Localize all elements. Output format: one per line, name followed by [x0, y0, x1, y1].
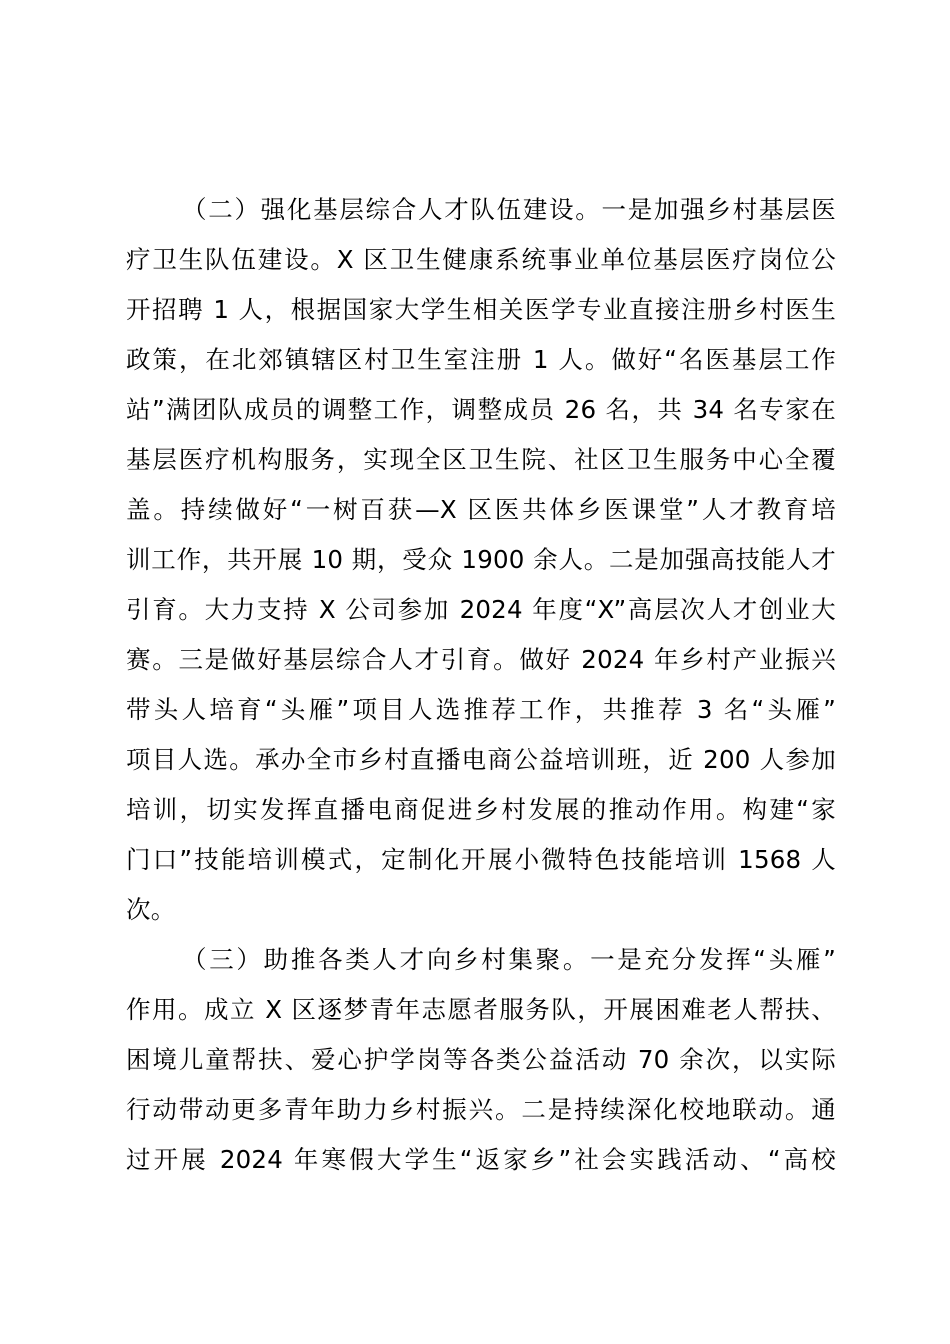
paragraph-3-line-4: 行动带动更多青年助力乡村振兴。二是持续深化校地联动。通: [126, 1095, 836, 1124]
paragraph-2-line-15: 次。: [126, 895, 176, 924]
paragraph-2-line-14: 门口”技能培训模式，定制化开展小微特色技能培训 1568 人: [126, 845, 836, 874]
paragraph-2-line-4: 政策，在北郊镇辖区村卫生室注册 1 人。做好“名医基层工作: [126, 345, 836, 374]
paragraph-2-line-1: （二）强化基层综合人才队伍建设。一是加强乡村基层医: [182, 195, 836, 224]
paragraph-2-line-13: 培训，切实发挥直播电商促进乡村发展的推动作用。构建“家: [126, 795, 836, 824]
paragraph-2-line-11: 带头人培育“头雁”项目人选推荐工作，共推荐 3 名“头雁”: [126, 695, 836, 724]
paragraph-3-line-1: （三）助推各类人才向乡村集聚。一是充分发挥“头雁”: [182, 945, 836, 974]
body-text: [126, 185, 836, 1185]
paragraph-2-line-3: 开招聘 1 人，根据国家大学生相关医学专业直接注册乡村医生: [126, 295, 836, 324]
paragraph-2-line-12: 项目人选。承办全市乡村直播电商公益培训班，近 200 人参加: [126, 745, 836, 774]
paragraph-3-line-5: 过开展 2024 年寒假大学生“返家乡”社会实践活动、“高校: [126, 1145, 836, 1174]
paragraph-2-line-7: 盖。持续做好“一树百获—X 区医共体乡医课堂”人才教育培: [126, 495, 836, 524]
paragraph-2-line-8: 训工作，共开展 10 期，受众 1900 余人。二是加强高技能人才: [126, 545, 836, 574]
paragraph-2-line-5: 站”满团队成员的调整工作，调整成员 26 名，共 34 名专家在: [126, 395, 836, 424]
paragraph-2-line-10: 赛。三是做好基层综合人才引育。做好 2024 年乡村产业振兴: [126, 645, 836, 674]
paragraph-2-line-2: 疗卫生队伍建设。X 区卫生健康系统事业单位基层医疗岗位公: [126, 245, 836, 274]
paragraph-2-line-9: 引育。大力支持 X 公司参加 2024 年度“X”高层次人才创业大: [126, 595, 836, 624]
paragraph-3-line-2: 作用。成立 X 区逐梦青年志愿者服务队，开展困难老人帮扶、: [126, 995, 836, 1024]
paragraph-3-line-3: 困境儿童帮扶、爱心护学岗等各类公益活动 70 余次，以实际: [126, 1045, 836, 1074]
paragraph-2-line-6: 基层医疗机构服务，实现全区卫生院、社区卫生服务中心全覆: [126, 445, 836, 474]
